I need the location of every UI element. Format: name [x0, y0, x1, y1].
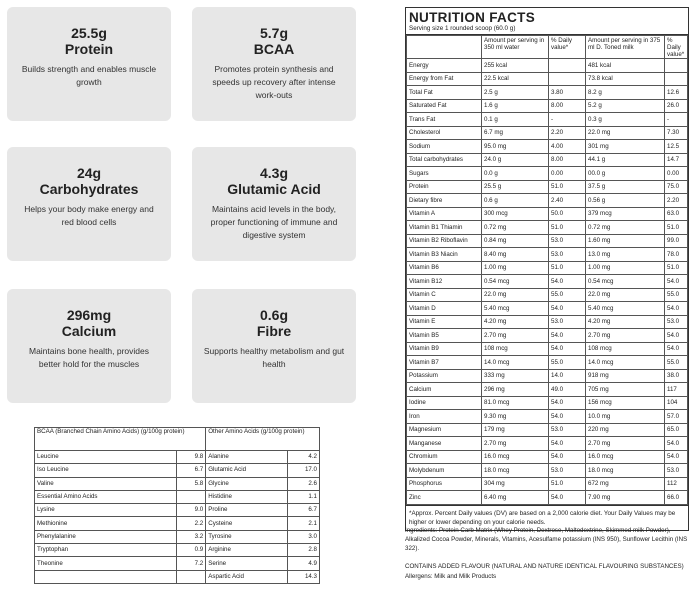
daily-value-water: 4.00	[549, 140, 586, 154]
daily-value-milk: 78.0	[665, 248, 688, 262]
amino-value: 2.6	[287, 477, 319, 490]
nutrition-row	[407, 288, 688, 302]
nutrient-name: Protein	[407, 180, 482, 194]
amino-row	[35, 530, 320, 543]
daily-value-water: 8.00	[549, 153, 586, 167]
daily-value-water: 14.0	[549, 369, 586, 383]
nutrient-name: Molybdenum	[407, 464, 482, 478]
amount-milk: 918 mg	[586, 369, 665, 383]
nutrient-value: 24g	[76, 165, 102, 181]
daily-value-milk: 54.0	[665, 342, 688, 356]
nutrient-name: Sodium	[407, 140, 482, 154]
amount-water: 2.70 mg	[482, 437, 549, 451]
daily-value-milk: 66.0	[665, 491, 688, 505]
amino-name: Arginine	[206, 544, 287, 557]
nutrient-name: Vitamin B12	[407, 275, 482, 289]
amount-water: 18.0 mcg	[482, 464, 549, 478]
nutrient-name: Vitamin A	[407, 207, 482, 221]
amino-row	[35, 570, 320, 583]
daily-value-milk: 38.0	[665, 369, 688, 383]
nutrition-row	[407, 423, 688, 437]
amount-milk: 4.20 mg	[586, 315, 665, 329]
nutrition-row	[407, 342, 688, 356]
nutrition-row	[407, 356, 688, 370]
header-cell: % Daily value*	[549, 36, 586, 59]
amount-water: 4.20 mg	[482, 315, 549, 329]
daily-value-water: 54.0	[549, 342, 586, 356]
amino-name: Iso Leucine	[35, 464, 177, 477]
amino-name: Glycine	[206, 477, 287, 490]
daily-value-water: 54.0	[549, 275, 586, 289]
daily-value-milk	[665, 72, 688, 86]
nutrient-name: Calcium	[407, 383, 482, 397]
amount-milk: 0.72 mg	[586, 221, 665, 235]
nutrient-name: Phosphorus	[407, 477, 482, 491]
daily-value-water: 0.00	[549, 167, 586, 181]
daily-value-milk	[665, 59, 688, 73]
serving-size: Serving size 1 rounded scoop (60.0 g)	[406, 25, 688, 35]
nutrition-row	[407, 234, 688, 248]
amount-milk: 1.00 mg	[586, 261, 665, 275]
nutrition-title: NUTRITION FACTS	[409, 10, 535, 25]
nutrition-row	[407, 302, 688, 316]
daily-value-milk: 57.0	[665, 410, 688, 424]
nutrient-description: Helps your body make energy and red blood cells	[24, 204, 154, 227]
daily-value-milk: 65.0	[665, 423, 688, 437]
nutrition-row	[407, 207, 688, 221]
nutrient-name: Glutamic Acid	[227, 181, 321, 197]
nutrition-row	[407, 140, 688, 154]
amino-acid-table	[34, 427, 320, 584]
daily-value-milk: 14.7	[665, 153, 688, 167]
daily-value-water: 54.0	[549, 450, 586, 464]
daily-value-milk: 7.30	[665, 126, 688, 140]
daily-value-milk: 112	[665, 477, 688, 491]
amino-name: Histidine	[206, 490, 287, 503]
amount-milk: 10.0 mg	[586, 410, 665, 424]
amount-water: 16.0 mcg	[482, 450, 549, 464]
nutrition-facts-panel	[405, 7, 689, 531]
amino-value: 4.2	[287, 451, 319, 464]
amino-row	[35, 490, 320, 503]
daily-value-milk: 12.5	[665, 140, 688, 154]
nutrient-name: Vitamin C	[407, 288, 482, 302]
amino-name: Tyrosine	[206, 530, 287, 543]
daily-value-water: 54.0	[549, 410, 586, 424]
daily-value-water: 53.0	[549, 423, 586, 437]
header-cell: Amount per serving in 350 ml water	[482, 36, 549, 59]
amount-water: 2.70 mg	[482, 329, 549, 343]
daily-value-milk: 54.0	[665, 302, 688, 316]
amino-name: Aspartic Acid	[206, 570, 287, 583]
daily-value-water: 53.0	[549, 248, 586, 262]
amount-water: 304 mg	[482, 477, 549, 491]
nutrient-name: Vitamin B3 Niacin	[407, 248, 482, 262]
nutrition-row	[407, 99, 688, 113]
amount-water: 6.7 mg	[482, 126, 549, 140]
amount-milk: 16.0 mcg	[586, 450, 665, 464]
nutrient-name: Zinc	[407, 491, 482, 505]
other-amino-header: Other Amino Acids (g/100g protein)	[206, 428, 320, 451]
amino-value: 7.2	[176, 557, 205, 570]
nutrition-row	[407, 167, 688, 181]
amount-milk: 481 kcal	[586, 59, 665, 73]
amount-water: 81.0 mcg	[482, 396, 549, 410]
daily-value-milk: 51.0	[665, 261, 688, 275]
amount-milk: 00.0 g	[586, 167, 665, 181]
amount-milk: 18.0 mcg	[586, 464, 665, 478]
daily-value-water: 51.0	[549, 477, 586, 491]
amount-milk: 156 mcg	[586, 396, 665, 410]
nutrient-name: Chromium	[407, 450, 482, 464]
amino-value: 17.0	[287, 464, 319, 477]
amount-water: 22.0 mg	[482, 288, 549, 302]
nutrient-name: Manganese	[407, 437, 482, 451]
daily-value-water: 55.0	[549, 356, 586, 370]
nutrition-row	[407, 369, 688, 383]
amount-water: 296 mg	[482, 383, 549, 397]
amino-name: Methionine	[35, 517, 177, 530]
amino-value: 5.8	[176, 477, 205, 490]
daily-value-milk: 0.00	[665, 167, 688, 181]
nutrient-value: 5.7g	[259, 25, 288, 41]
amount-water: 0.1 g	[482, 113, 549, 127]
nutrient-value: 25.5g	[71, 25, 107, 41]
amount-water: 0.0 g	[482, 167, 549, 181]
nutrient-name: Iron	[407, 410, 482, 424]
daily-value-water: 51.0	[549, 180, 586, 194]
amount-water: 1.00 mg	[482, 261, 549, 275]
daily-value-water: 2.40	[549, 194, 586, 208]
header-cell	[407, 36, 482, 59]
nutrition-row	[407, 59, 688, 73]
daily-value-milk: 2.20	[665, 194, 688, 208]
daily-value-milk: 55.0	[665, 356, 688, 370]
amino-header-row	[35, 428, 320, 451]
nutrient-name: Trans Fat	[407, 113, 482, 127]
nutrient-card-glutamic-acid	[192, 147, 356, 261]
nutrition-row	[407, 126, 688, 140]
daily-value-water: 49.0	[549, 383, 586, 397]
nutrition-row	[407, 221, 688, 235]
amount-milk: 672 mg	[586, 477, 665, 491]
amino-value: 14.3	[287, 570, 319, 583]
amino-row	[35, 504, 320, 517]
daily-value-water: 54.0	[549, 437, 586, 451]
amount-water: 14.0 mcg	[482, 356, 549, 370]
amino-name: Tryptophan	[35, 544, 177, 557]
amount-water: 255 kcal	[482, 59, 549, 73]
daily-value-milk: -	[665, 113, 688, 127]
amino-name: Alanine	[206, 451, 287, 464]
daily-value-footnote: *Approx. Percent Daily values (DV) are based on a 2,000 calorie diet. Your Daily Values may be higher or lower depending on your calorie needs.	[406, 505, 688, 530]
nutrient-name: Total carbohydrates	[407, 153, 482, 167]
daily-value-milk: 53.0	[665, 315, 688, 329]
amino-value: 9.0	[176, 504, 205, 517]
amount-milk: 2.70 mg	[586, 437, 665, 451]
daily-value-milk: 63.0	[665, 207, 688, 221]
amount-milk: 22.0 mg	[586, 126, 665, 140]
nutrient-name: Energy from Fat	[407, 72, 482, 86]
daily-value-milk: 55.0	[665, 288, 688, 302]
nutrition-header-row	[407, 36, 688, 59]
amount-milk: 379 mcg	[586, 207, 665, 221]
amount-water: 9.30 mg	[482, 410, 549, 424]
amount-milk: 2.70 mg	[586, 329, 665, 343]
nutrition-row	[407, 383, 688, 397]
amount-milk: 220 mg	[586, 423, 665, 437]
nutrition-row	[407, 153, 688, 167]
nutrient-description: Maintains acid levels in the body, proper functioning of immune and digestive system	[210, 204, 338, 240]
nutrient-name: Vitamin B2 Riboflavin	[407, 234, 482, 248]
daily-value-milk: 51.0	[665, 221, 688, 235]
nutrient-name: Vitamin B7	[407, 356, 482, 370]
daily-value-water: 54.0	[549, 396, 586, 410]
nutrient-description: Supports healthy metabolism and gut health	[203, 346, 345, 369]
amount-milk: 37.5 g	[586, 180, 665, 194]
daily-value-milk: 26.0	[665, 99, 688, 113]
nutrition-row	[407, 491, 688, 505]
daily-value-water: 51.0	[549, 261, 586, 275]
nutrient-name: Vitamin B1 Thiamin	[407, 221, 482, 235]
daily-value-milk: 75.0	[665, 180, 688, 194]
nutrient-name: Fibre	[256, 323, 292, 339]
bcaa-header: BCAA (Branched Chain Amino Acids) (g/100g protein)	[35, 428, 206, 451]
amount-water: 95.0 mg	[482, 140, 549, 154]
daily-value-water: 8.00	[549, 99, 586, 113]
daily-value-water: 53.0	[549, 464, 586, 478]
daily-value-water	[549, 59, 586, 73]
daily-value-milk: 54.0	[665, 275, 688, 289]
amount-milk: 0.3 g	[586, 113, 665, 127]
flavour-text: CONTAINS ADDED FLAVOUR (NATURAL AND NATURE IDENTICAL FLAVOURING SUBSTANCES)	[405, 563, 684, 570]
amount-milk: 8.2 g	[586, 86, 665, 100]
amount-water: 0.6 g	[482, 194, 549, 208]
amount-water: 5.40 mcg	[482, 302, 549, 316]
amount-milk: 1.60 mg	[586, 234, 665, 248]
amino-row	[35, 464, 320, 477]
nutrient-name: Vitamin E	[407, 315, 482, 329]
allergens-text: Allergens: Milk and Milk Products	[405, 573, 497, 580]
amount-milk: 301 mg	[586, 140, 665, 154]
amino-value: 1.1	[287, 490, 319, 503]
daily-value-milk: 53.0	[665, 464, 688, 478]
amount-milk: 108 mcg	[586, 342, 665, 356]
amino-row	[35, 544, 320, 557]
nutrient-card-carbohydrates	[7, 147, 171, 261]
nutrient-value: 296mg	[66, 307, 112, 323]
nutrient-name: Calcium	[61, 323, 117, 339]
nutrition-row	[407, 248, 688, 262]
nutrition-row	[407, 194, 688, 208]
daily-value-water: 53.0	[549, 315, 586, 329]
amount-water: 22.5 kcal	[482, 72, 549, 86]
amino-name: Theonine	[35, 557, 177, 570]
amount-water: 1.6 g	[482, 99, 549, 113]
nutrient-value: 0.6g	[259, 307, 288, 323]
amino-name: Phenylalanine	[35, 530, 177, 543]
amino-row	[35, 557, 320, 570]
amino-name: Valine	[35, 477, 177, 490]
daily-value-water: -	[549, 113, 586, 127]
ingredients-text: Ingredients: Protein Carb Matrix (Whey Protein, Dextrose, Maltodextrine, Skimmed milk Powder), Alkalized Cocoa Powder, Minerals, Vitamins, Acesulfame potassium (INS 950), Sunflower Lecithin (INS 322).	[405, 527, 688, 552]
daily-value-water: 2.20	[549, 126, 586, 140]
amino-value: 2.8	[287, 544, 319, 557]
nutrition-row	[407, 410, 688, 424]
amino-value: 6.7	[176, 464, 205, 477]
daily-value-water: 3.80	[549, 86, 586, 100]
amino-name: Leucine	[35, 451, 177, 464]
amount-milk: 7.90 mg	[586, 491, 665, 505]
amount-water: 300 mcg	[482, 207, 549, 221]
nutrient-value: 4.3g	[259, 165, 288, 181]
amount-milk: 0.56 g	[586, 194, 665, 208]
nutrient-card-bcaa	[192, 7, 356, 121]
amino-row	[35, 477, 320, 490]
amino-value	[176, 490, 205, 503]
amino-value	[176, 570, 205, 583]
daily-value-milk: 12.6	[665, 86, 688, 100]
daily-value-water: 54.0	[549, 491, 586, 505]
nutrient-name: Carbohydrates	[39, 181, 139, 197]
nutrient-name: Total Fat	[407, 86, 482, 100]
nutrient-name: BCAA	[253, 41, 295, 57]
amount-water: 179 mg	[482, 423, 549, 437]
amount-milk: 73.8 kcal	[586, 72, 665, 86]
nutrition-row	[407, 329, 688, 343]
amino-value: 4.9	[287, 557, 319, 570]
nutrient-description: Maintains bone health, provides better hold for the muscles	[28, 346, 150, 369]
nutrition-row	[407, 450, 688, 464]
amino-row	[35, 517, 320, 530]
daily-value-milk: 54.0	[665, 329, 688, 343]
nutrition-row	[407, 275, 688, 289]
daily-value-milk: 54.0	[665, 437, 688, 451]
amount-water: 8.40 mg	[482, 248, 549, 262]
nutrient-card-protein	[7, 7, 171, 121]
daily-value-water: 54.0	[549, 329, 586, 343]
nutrient-name: Dietary fibre	[407, 194, 482, 208]
amount-water: 25.5 g	[482, 180, 549, 194]
nutrient-card-calcium	[7, 289, 171, 403]
nutrient-name: Protein	[64, 41, 114, 57]
nutrient-name: Potassium	[407, 369, 482, 383]
nutrition-row	[407, 261, 688, 275]
amino-value: 9.8	[176, 451, 205, 464]
nutrition-row	[407, 180, 688, 194]
amino-value: 0.9	[176, 544, 205, 557]
nutrition-row	[407, 72, 688, 86]
daily-value-milk: 117	[665, 383, 688, 397]
header-cell: % Daily value*	[665, 36, 688, 59]
nutrient-name: Vitamin B5	[407, 329, 482, 343]
amount-milk: 14.0 mcg	[586, 356, 665, 370]
nutrient-name: Iodine	[407, 396, 482, 410]
amino-name: Cysteine	[206, 517, 287, 530]
amount-water: 0.72 mg	[482, 221, 549, 235]
amount-milk: 5.40 mcg	[586, 302, 665, 316]
amino-name: Proline	[206, 504, 287, 517]
daily-value-water: 53.0	[549, 234, 586, 248]
nutrition-row	[407, 464, 688, 478]
nutrient-name: Cholesterol	[407, 126, 482, 140]
nutrient-name: Vitamin D	[407, 302, 482, 316]
nutrition-row	[407, 315, 688, 329]
amino-value: 2.2	[176, 517, 205, 530]
nutrient-name: Vitamin B6	[407, 261, 482, 275]
amount-water: 6.40 mg	[482, 491, 549, 505]
amino-name: Serine	[206, 557, 287, 570]
nutrient-name: Saturated Fat	[407, 99, 482, 113]
amino-name: Lysine	[35, 504, 177, 517]
amount-milk: 22.0 mg	[586, 288, 665, 302]
amount-milk: 5.2 g	[586, 99, 665, 113]
nutrition-row	[407, 477, 688, 491]
nutrient-name: Vitamin B9	[407, 342, 482, 356]
nutrition-row	[407, 86, 688, 100]
amino-row	[35, 451, 320, 464]
nutrition-table	[406, 35, 688, 505]
amount-milk: 44.1 g	[586, 153, 665, 167]
daily-value-milk: 104	[665, 396, 688, 410]
daily-value-water	[549, 72, 586, 86]
daily-value-water: 54.0	[549, 302, 586, 316]
amino-value: 2.1	[287, 517, 319, 530]
amino-name	[35, 570, 177, 583]
nutrient-name: Magnesium	[407, 423, 482, 437]
daily-value-water: 50.0	[549, 207, 586, 221]
nutrient-name: Sugars	[407, 167, 482, 181]
daily-value-water: 51.0	[549, 221, 586, 235]
amount-water: 333 mg	[482, 369, 549, 383]
amount-water: 0.84 mg	[482, 234, 549, 248]
nutrition-row	[407, 396, 688, 410]
nutrient-description: Builds strength and enables muscle growth	[21, 64, 157, 87]
nutrition-row	[407, 437, 688, 451]
nutrient-card-fibre	[192, 289, 356, 403]
header-cell: Amount per serving in 375 ml D. Toned milk	[586, 36, 665, 59]
amount-milk: 0.54 mcg	[586, 275, 665, 289]
daily-value-water: 55.0	[549, 288, 586, 302]
amino-value: 3.2	[176, 530, 205, 543]
amount-milk: 13.0 mg	[586, 248, 665, 262]
daily-value-milk: 99.0	[665, 234, 688, 248]
amount-water: 0.54 mcg	[482, 275, 549, 289]
amino-name: Glutamic Acid	[206, 464, 287, 477]
amino-value: 3.0	[287, 530, 319, 543]
amino-name: Essential Amino Acids	[35, 490, 177, 503]
amino-value: 6.7	[287, 504, 319, 517]
nutrition-row	[407, 113, 688, 127]
amount-water: 108 mcg	[482, 342, 549, 356]
amount-water: 24.0 g	[482, 153, 549, 167]
amount-milk: 705 mg	[586, 383, 665, 397]
nutrient-description: Promotes protein synthesis and speeds up recovery after intense work-outs	[212, 64, 336, 100]
daily-value-milk: 54.0	[665, 450, 688, 464]
amount-water: 2.5 g	[482, 86, 549, 100]
nutrient-name: Energy	[407, 59, 482, 73]
